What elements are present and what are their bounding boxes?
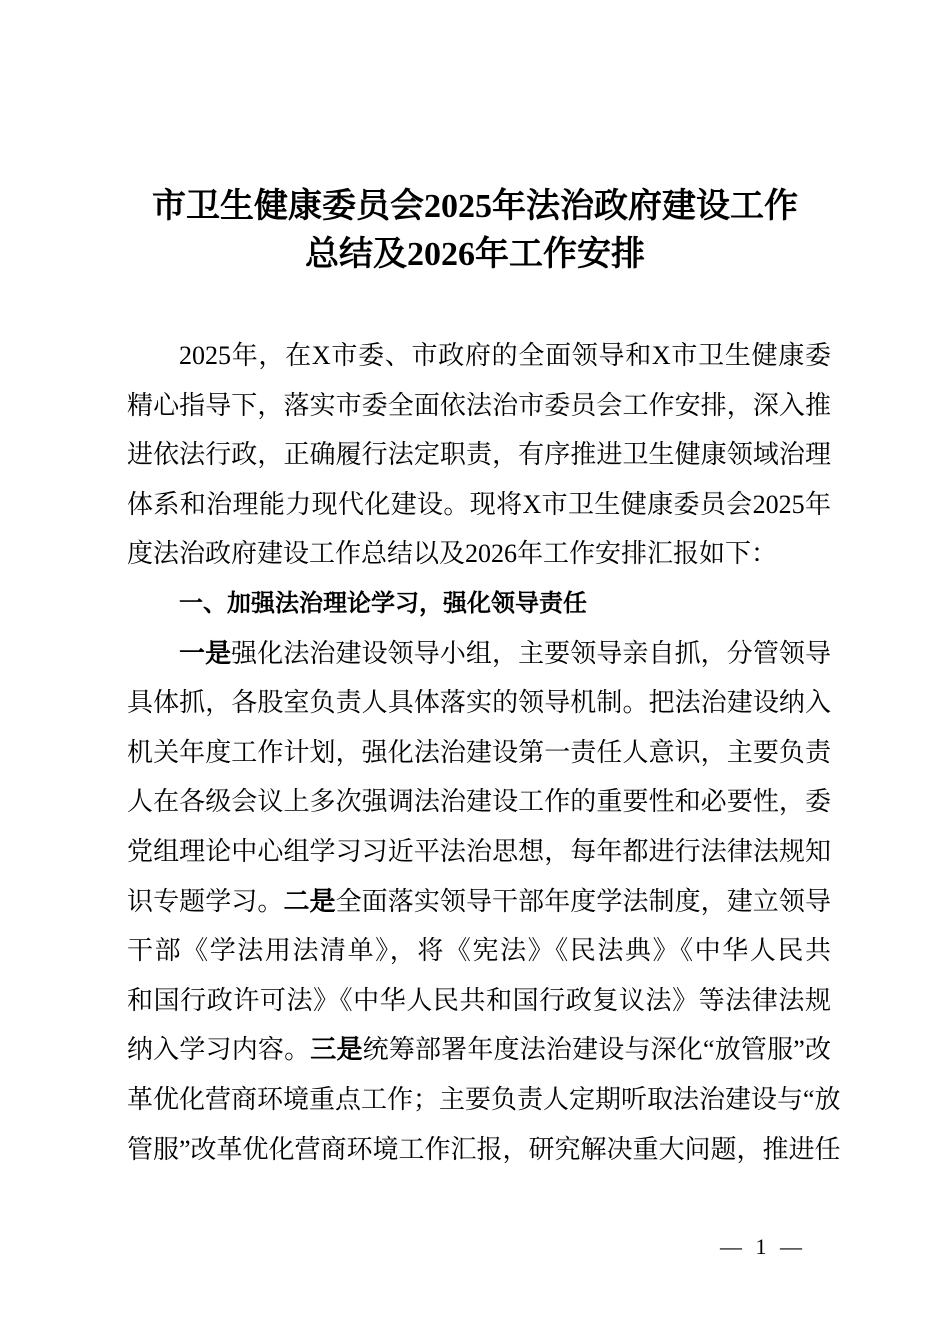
text-segment: 识专题学习。 (127, 886, 284, 916)
body-text-line (127, 480, 831, 530)
text-segment: 2025年，在X市委、市政府的全面领导和X市卫生健康委 (179, 341, 831, 370)
text-segment: 人在各级会议上多次强调法治建设工作的重要性和必要性，委 (127, 787, 831, 817)
document-title-line-2: 总结及2026年工作安排 (305, 236, 645, 273)
bold-lead-term: 三是 (310, 1035, 363, 1066)
text-segment: 机关年度工作计划，强化法治建设第一责任人意识，主要负责 (127, 737, 831, 767)
text-segment: 管服”改革优化营商环境工作汇报，研究解决重大问题，推进任 (127, 1134, 841, 1164)
document-title-line-1: 市卫生健康委员会2025年法治政府建设工作 (152, 188, 798, 225)
text-segment: 进依法行政，正确履行法定职责，有序推进卫生健康领域治理 (127, 440, 831, 470)
body-text-line (127, 777, 831, 827)
bold-lead-term: 二是 (283, 886, 336, 917)
body-text-line (127, 1025, 831, 1075)
body-text-line (127, 430, 831, 480)
text-segment: 纳入学习内容。 (127, 1035, 311, 1065)
body-text-line (127, 976, 831, 1026)
body-text-line (127, 529, 831, 579)
text-segment: 和国行政许可法》《中华人民共和国行政复议法》等法律法规 (127, 985, 831, 1015)
text-segment: 统筹部署年度法治建设与深化“放管服”改 (362, 1035, 831, 1065)
text-segment: 全面落实领导干部年度学法制度，建立领导 (335, 886, 831, 916)
section-heading (127, 579, 831, 629)
document-body (127, 331, 841, 1174)
body-text-line (127, 877, 831, 927)
text-segment: 干部《学法用法清单》，将《宪法》《民法典》《中华人民共 (127, 936, 831, 966)
body-text-line (127, 331, 831, 381)
text-segment: 体系和治理能力现代化建设。现将X市卫生健康委员会2025年 (127, 489, 831, 519)
body-text-line (127, 827, 831, 877)
body-text-line (127, 926, 831, 976)
body-text-line (127, 1125, 841, 1175)
page-number: — 1 — (720, 1234, 806, 1259)
text-segment: 具体抓，各股室负责人具体落实的领导机制。把法治建设纳入 (127, 688, 831, 718)
text-segment: 精心指导下，落实市委全面依法治市委员会工作安排，深入推 (127, 390, 831, 420)
text-segment: 度法治政府建设工作总结以及2026年工作安排汇报如下： (127, 539, 778, 569)
text-segment: 强化法治建设领导小组，主要领导亲自抓，分管领导 (231, 638, 831, 668)
body-text-line (127, 728, 831, 778)
text-segment: 党组理论中心组学习习近平法治思想，每年都进行法律法规知 (127, 836, 831, 866)
body-text-line (127, 678, 831, 728)
body-text-line (127, 1075, 841, 1125)
body-text-line (127, 629, 831, 679)
text-segment: 革优化营商环境重点工作；主要负责人定期听取法治建设与“放 (127, 1084, 841, 1114)
body-text-line (127, 381, 831, 431)
bold-lead-term: 一是 (179, 638, 232, 669)
text-segment: 一、加强法治理论学习，强化领导责任 (179, 588, 587, 617)
